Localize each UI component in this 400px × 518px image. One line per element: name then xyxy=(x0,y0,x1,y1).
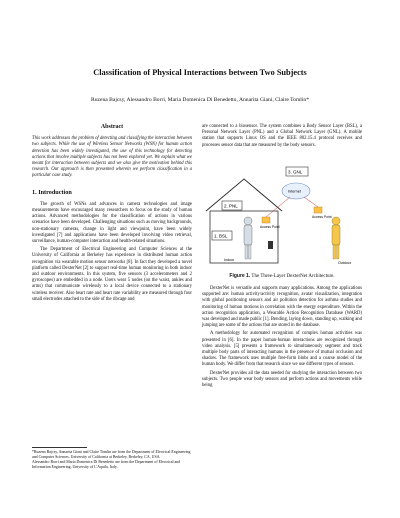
author-list: Ruzena Bajcsy, Alessandro Borri, Maria Domenica Di Benedetto, Annarita Giani, Claire Tomlin* xyxy=(90,97,310,103)
paragraph: DexterNet provides all the data needed for studying the interaction between two subjects. Two people wear body sensors and perform actions and movements while being xyxy=(202,370,362,389)
right-column-bottom xyxy=(202,286,362,391)
paragraph: are connected to a biosensor. The system combines a Body Sensor Layer (BSL), a Personal Network Layer (PNL) and a Global Network Layer (GNL). A mobile station that supports Linux OS and the IEEE 802.15.4 protocol receives and processes sensor data that are measured by the body sensors. xyxy=(202,124,362,148)
section-heading-introduction: 1. Introduction xyxy=(32,188,72,196)
mobile-phone-icon xyxy=(268,241,273,249)
access-point-label: Access Point xyxy=(312,215,332,219)
internet-label: Internet xyxy=(288,189,301,194)
figure-caption xyxy=(202,273,362,279)
paragraph: DexterNet is versatile and supports many applications. Among the applications supported are: human activity/activity recognition, avatar visualization, integration with global positioning sensors and air pollution detection for asthma studies and monitoring of human motions in correlation with the energy expenditure. Within the action recognition application, a Wearable Action Recognition Database (WARD) was developed and made public [1]. Bending, laying down, standing up, walking and jumping are some of the actions that are stored in the database. xyxy=(202,286,362,329)
paragraph: The growth of WSNs and advances in camera technologies and image measurements have encouraged many researchers to focus on the study of human actions. Advanced methodologies for the classification of actions in various scenarios have been developed. Challenging situations such as moving backgrounds, non-stationary cameras, change in light and viewpoint, have been widely investigated [7] and applications have been developed involving video retrieval, surveillance, human-computer interaction and health-related situations. xyxy=(32,201,192,245)
footnote: Alessandro Borri and Maria Domenica Di Benedetto are from the Department of Electrical and Information Engineering, University of L'Aquila, Italy. xyxy=(32,460,181,469)
pnl-label: 2. PNL xyxy=(224,203,238,209)
footnotes xyxy=(32,447,192,470)
paper-title: Classification of Physical Interactions between Two Subjects xyxy=(93,68,307,77)
house-roof xyxy=(206,179,282,211)
footnote-rule xyxy=(32,447,87,448)
paragraph: A methodology for automated recognition of complex human activities was presented in [6]. In the paper human-human interactions are recognized through video analysis. [5] presents a framework to simultaneously segment and track multiple body parts of interacting humans in the presence of mutual occlusion and shadow. The framework uses multiple free-form blobs and a coarse model of the human body. We differ from that research since we use different types of sensors. xyxy=(202,331,362,368)
person-icon xyxy=(244,217,252,225)
right-column-top xyxy=(202,124,362,151)
footnote: *Ruzena Bajcsy, Annarita Giani and Claire Tomlin are from the Department of Electrical Engineering and Computer Sciences, University of California at Berkeley, Berkeley, CA, USA. xyxy=(32,450,191,459)
indoor-label: Indoor xyxy=(224,258,235,262)
left-column xyxy=(32,124,192,305)
access-point-icon xyxy=(262,217,270,223)
connection-line xyxy=(304,197,318,207)
figure-caption-text: The Three-Layer DexterNet Architecture. xyxy=(251,274,335,279)
outdoor-label: Outdoor xyxy=(338,261,351,265)
figure-caption-label: Figure 1. xyxy=(229,273,251,279)
access-point-label: Access Point xyxy=(260,225,280,229)
architecture-figure xyxy=(202,161,362,267)
abstract-heading: Abstract xyxy=(100,124,124,130)
paragraph: The Department of Electrical Engineering and Computer Sciences at the University of California at Berkeley has experience in distributed human action recognition via wearable motion sensor networks [8]. In fact they developed a novel platform called DexterNet [2] to support real-time human monitoring in both indoor and outdoor environments. In this system, five sensors (3 accelerometers and 2 gyroscopes) are embedded in a node. Users wear 5 nodes (on the waist, ankles and arms) that communicate wirelessly to a local device connected to a stationary wireless receiver. Also heart rate and heart rate variability are measured through four small electrodes attached to the side of the ribcage and xyxy=(32,247,192,302)
gnl-label: 3. GNL xyxy=(288,169,303,175)
access-point-icon xyxy=(314,207,322,213)
abstract-text: This work addresses the problem of detecting and classifying the interaction between two subjects. While the use of Wireless Sensor Networks (WSN) for human action detection has been widely investigated, the use of this technology for detecting actions that involve multiple subjects has not been explored yet. We explain what we meant for interaction between subjects and we also give the motivation behind this research. Our approach is then presented wherein we perform classification in a particular case study. xyxy=(32,136,192,179)
person-icon xyxy=(332,217,340,225)
bsl-label: 1. BSL xyxy=(214,233,228,239)
